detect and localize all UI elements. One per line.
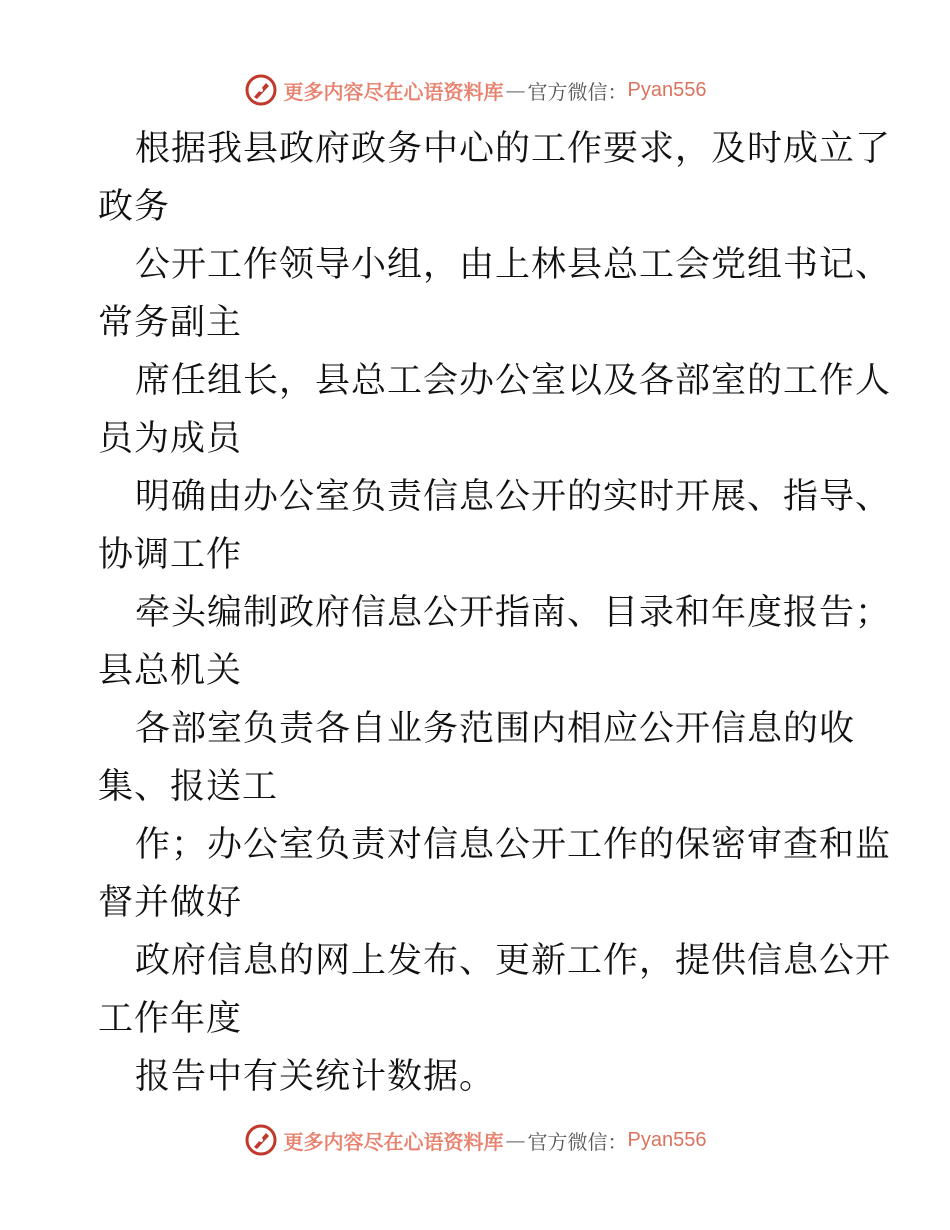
text-line: 督并做好 [98, 883, 243, 923]
banner-label: 官方微信： [527, 79, 628, 104]
text-line: 政府信息的网上发布、更新工作，提供信息公开 [135, 941, 892, 981]
banner-handle: Pyan556 [627, 78, 707, 101]
pen-nib-logo-icon [244, 1123, 278, 1157]
pen-nib-logo-icon [244, 73, 278, 107]
banner-main-text: 更多内容尽在心语资料库 [283, 79, 504, 104]
text-line: 县总机关 [98, 651, 243, 691]
header-banner [0, 70, 950, 110]
text-line: 席任组长，县总工会办公室以及各部室的工作人 [135, 361, 892, 401]
footer-banner [0, 1120, 950, 1160]
banner-separator: — [505, 1128, 526, 1152]
text-line: 作；办公室负责对信息公开工作的保密审查和监 [135, 825, 892, 865]
text-line: 政务 [98, 187, 171, 227]
banner-handle: Pyan556 [627, 1128, 707, 1151]
text-line: 工作年度 [98, 999, 243, 1039]
banner-separator: — [505, 78, 526, 102]
text-line: 报告中有关统计数据。 [135, 1057, 496, 1097]
banner-label: 官方微信： [527, 1129, 628, 1154]
text-line: 根据我县政府政务中心的工作要求，及时成立了 [135, 129, 892, 169]
text-line: 员为成员 [98, 419, 243, 459]
text-line: 公开工作领导小组，由上林县总工会党组书记、 [135, 245, 892, 285]
text-line: 协调工作 [98, 535, 243, 575]
text-line: 常务副主 [98, 303, 243, 343]
text-line: 集、报送工 [98, 767, 279, 807]
text-line: 各部室负责各自业务范围内相应公开信息的收 [135, 709, 856, 749]
text-line: 牵头编制政府信息公开指南、目录和年度报告； [135, 593, 892, 633]
text-line: 明确由办公室负责信息公开的实时开展、指导、 [135, 477, 892, 517]
document-body [98, 120, 892, 1106]
banner-main-text: 更多内容尽在心语资料库 [283, 1129, 504, 1154]
